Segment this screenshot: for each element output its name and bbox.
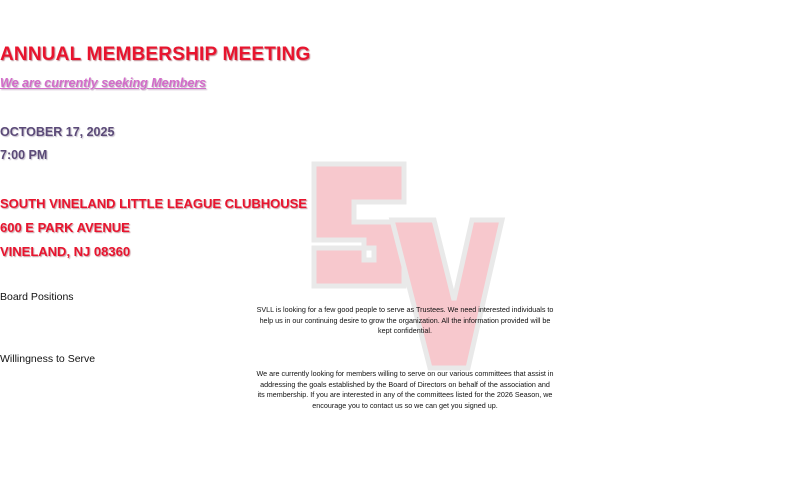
section-body-board-positions: SVLL is looking for a few good people to serve as Trustees. We need interested individuals to help us in our continuing desire to grow the organization. All the information provided will be kept confidential. — [256, 305, 554, 335]
location-name: SOUTH VINELAND LITTLE LEAGUE CLUBHOUSE — [0, 196, 307, 211]
sv-logo-watermark — [296, 150, 510, 375]
meeting-date: OCTOBER 17, 2025 — [0, 125, 115, 139]
section-heading-willingness-to-serve: Willingness to Serve — [0, 353, 96, 365]
meeting-title: ANNUAL MEMBERSHIP MEETING — [0, 44, 311, 65]
section-body-willingness-to-serve: We are currently looking for members willing to serve on our various committees that assist in addressing the goals established by the Board of Directors on behalf of the association and its membership. If you are interested in any of the committees listed for the 2026 Season, we encourage you to contact us so we can get you signed up. — [256, 369, 554, 410]
section-heading-board-positions: Board Positions — [0, 291, 74, 303]
meeting-subtitle: We are currently seeking Members — [0, 76, 207, 90]
location-street: 600 E PARK AVENUE — [0, 220, 130, 235]
meeting-time: 7:00 PM — [0, 148, 48, 162]
location-city: VINELAND, NJ 08360 — [0, 244, 131, 259]
